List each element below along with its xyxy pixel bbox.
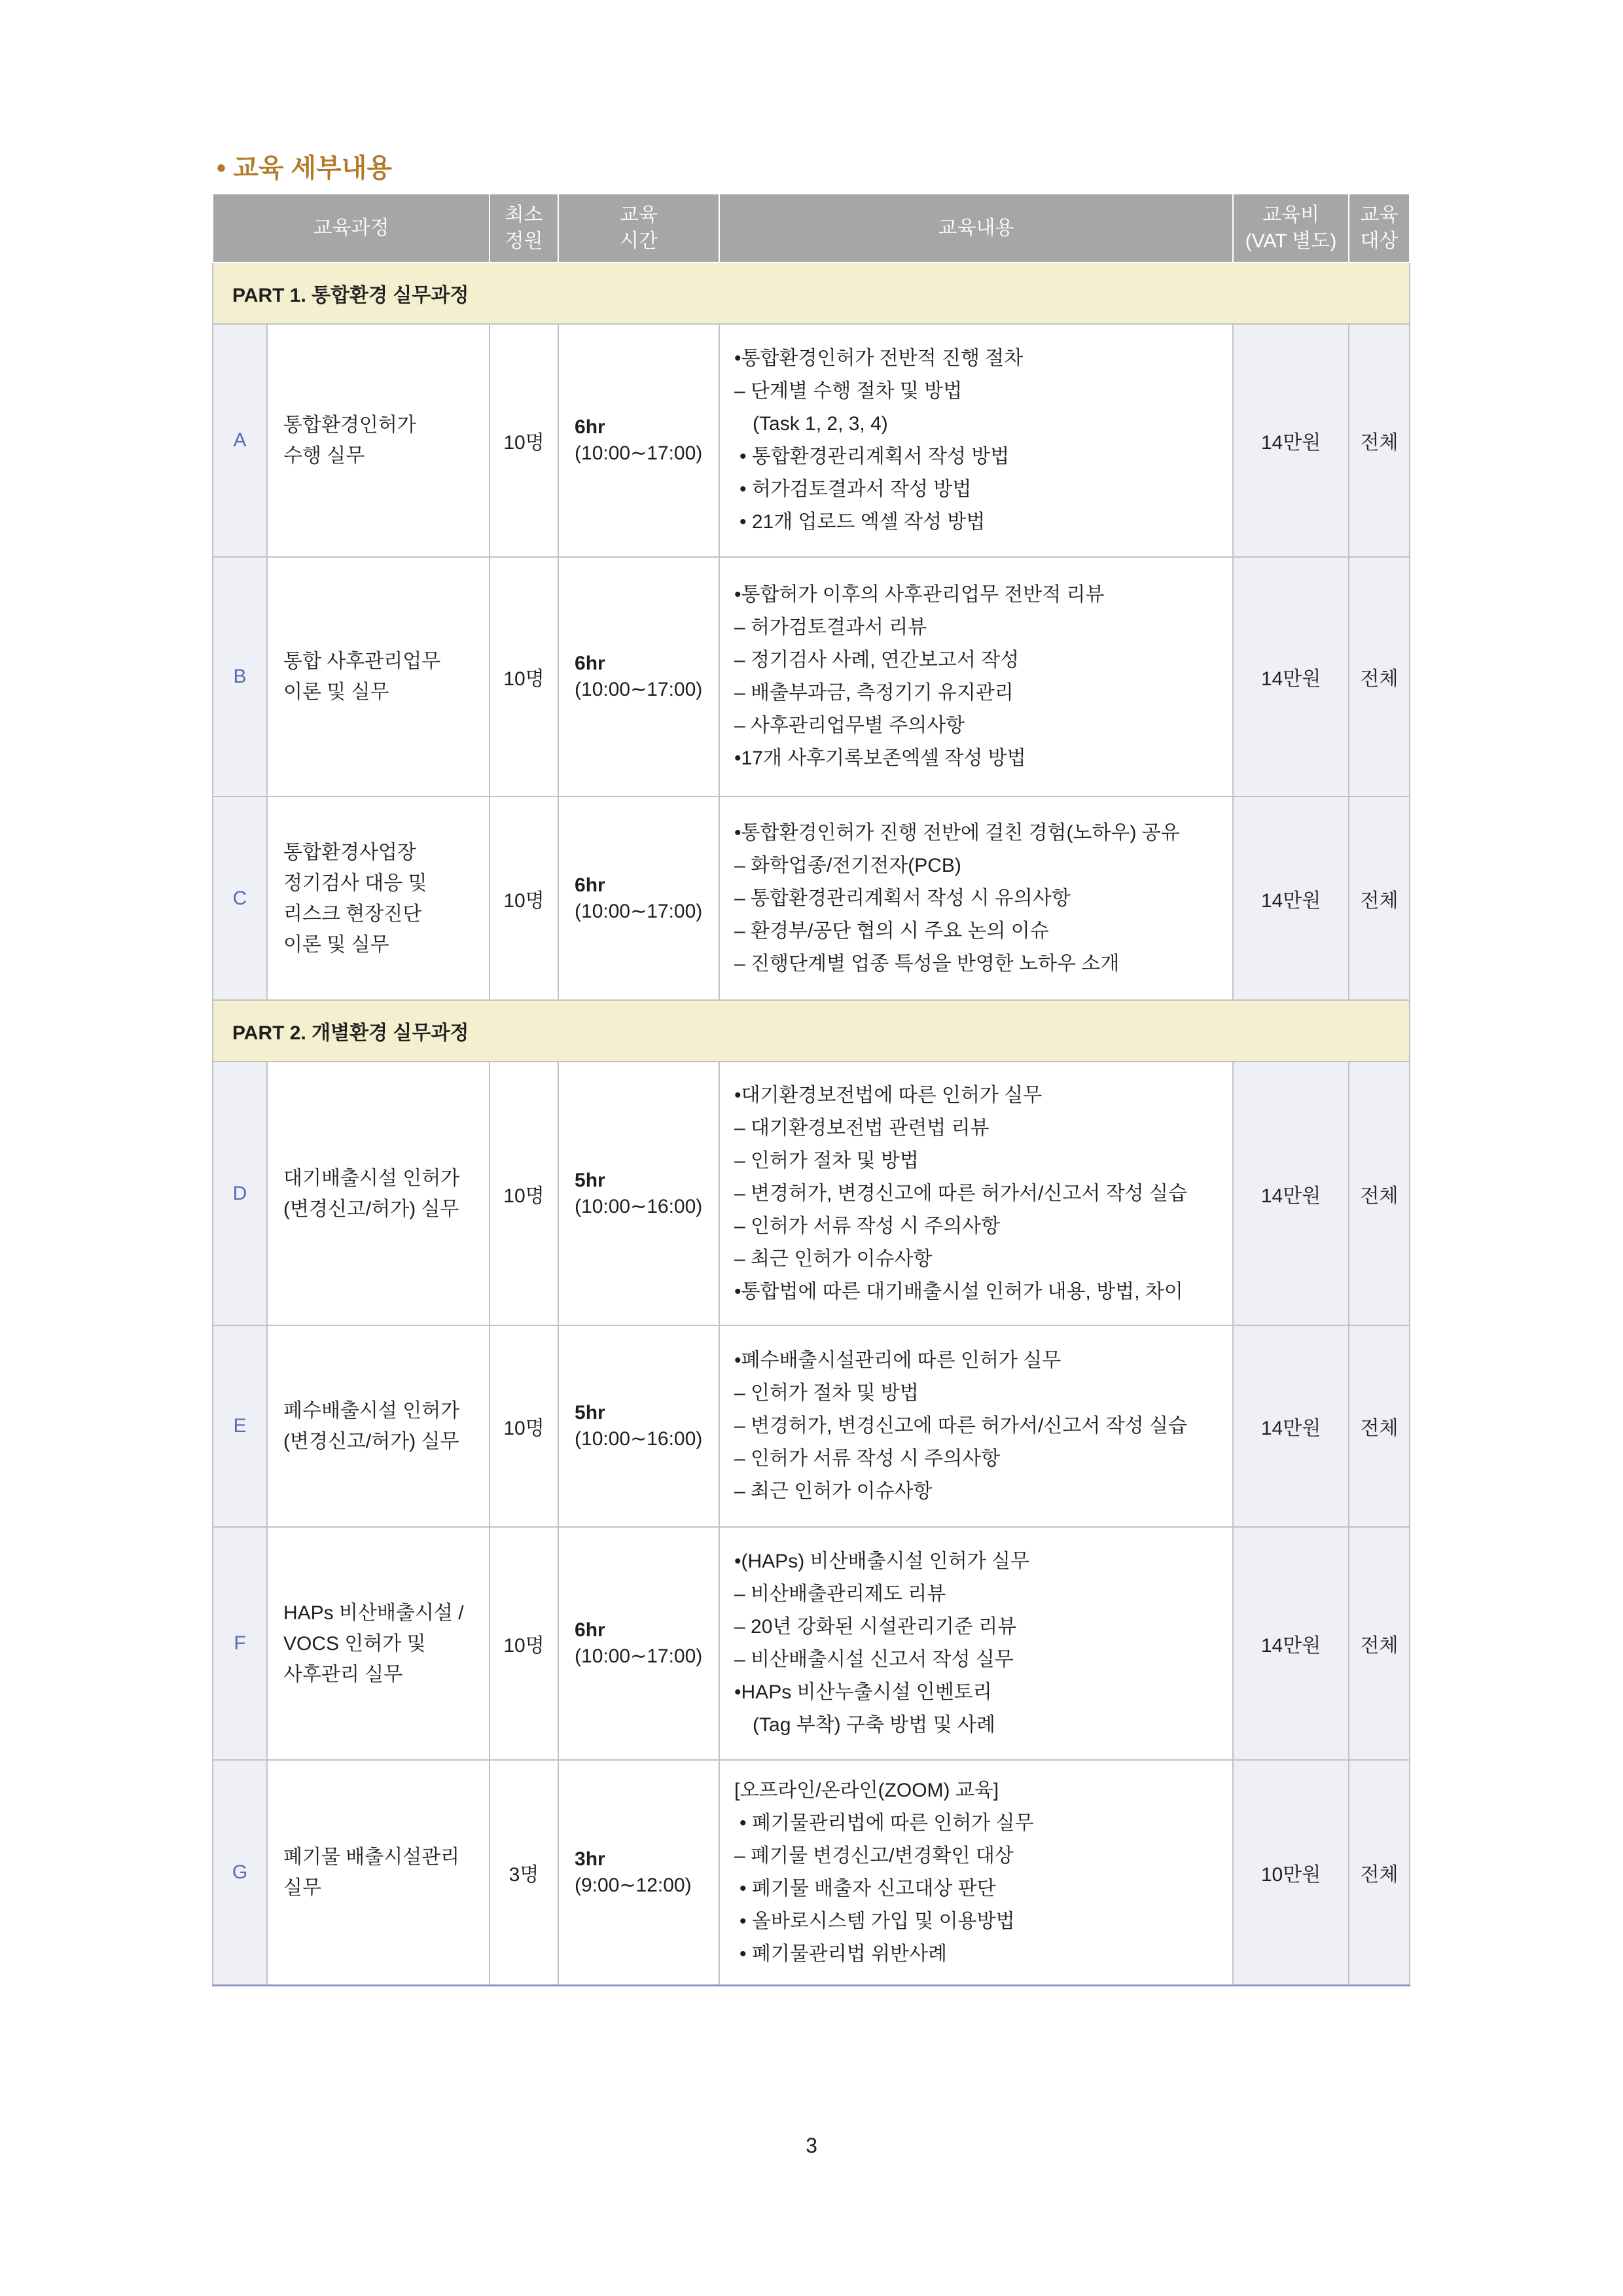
content-line: – 인허가 절차 및 방법 bbox=[734, 1149, 919, 1172]
course-fee: 14만원 bbox=[1233, 1062, 1349, 1325]
course-name-line: 통합 사후관리업무 bbox=[283, 651, 441, 672]
course-target: 전체 bbox=[1349, 557, 1410, 797]
course-content bbox=[719, 557, 1233, 797]
course-time-range: (10:00∼17:00) bbox=[575, 679, 703, 700]
content-line: (Task 1, 2, 3, 4) bbox=[753, 413, 888, 435]
course-name-line: 사후관리 실무 bbox=[283, 1663, 403, 1685]
course-target: 전체 bbox=[1349, 1325, 1410, 1527]
header-hours bbox=[558, 194, 719, 262]
content-line: – 배출부과금, 측정기기 유지관리 bbox=[734, 682, 1014, 704]
header-line: 교육 bbox=[620, 204, 658, 226]
course-time bbox=[558, 1527, 719, 1760]
content-line: (Tag 부착) 구축 방법 및 사례 bbox=[753, 1714, 995, 1736]
part-title: PART 1. 통합환경 실무과정 bbox=[213, 262, 1410, 324]
course-content bbox=[719, 1062, 1233, 1325]
header-line: 교육비 bbox=[1262, 204, 1319, 226]
header-course: 교육과정 bbox=[213, 194, 490, 262]
course-row bbox=[213, 1062, 1410, 1325]
course-name bbox=[267, 1062, 490, 1325]
content-line: – 사후관리업무별 주의사항 bbox=[734, 715, 965, 736]
course-time-range: (10:00∼17:00) bbox=[575, 442, 703, 464]
course-time-range: (10:00∼16:00) bbox=[575, 1195, 703, 1217]
content-line: – 최근 인허가 이슈사항 bbox=[734, 1247, 933, 1270]
content-line: •폐수배출시설관리에 따른 인허가 실무 bbox=[734, 1350, 1061, 1371]
course-fee: 14만원 bbox=[1233, 324, 1349, 557]
content-line: – 대기환경보전법 관련법 리뷰 bbox=[734, 1117, 990, 1139]
content-line: [오프라인/온라인(ZOOM) 교육] bbox=[734, 1779, 999, 1801]
course-time bbox=[558, 797, 719, 1000]
min-capacity: 10명 bbox=[490, 324, 558, 557]
course-target: 전체 bbox=[1349, 324, 1410, 557]
course-id: C bbox=[213, 797, 267, 1000]
course-name-line: 통합환경사업장 bbox=[283, 841, 416, 863]
header-content: 교육내용 bbox=[719, 194, 1233, 262]
page-number: 3 bbox=[806, 2134, 817, 2157]
course-name-line: 폐기물 배출시설관리 bbox=[283, 1846, 460, 1868]
course-duration: 6hr bbox=[575, 653, 605, 674]
content-line: – 20년 강화된 시설관리기준 리뷰 bbox=[734, 1616, 1017, 1638]
course-row bbox=[213, 1527, 1410, 1760]
course-content bbox=[719, 324, 1233, 557]
content-line: – 단계별 수행 절차 및 방법 bbox=[734, 380, 963, 402]
course-row bbox=[213, 797, 1410, 1000]
content-line: • 폐기물 배출자 신고대상 판단 bbox=[740, 1877, 996, 1899]
course-content bbox=[719, 1760, 1233, 1985]
content-line: – 폐기물 변경신고/변경확인 대상 bbox=[734, 1844, 1014, 1867]
course-time-range: (10:00∼16:00) bbox=[575, 1428, 703, 1450]
course-row bbox=[213, 1325, 1410, 1527]
content-line: – 정기검사 사례, 연간보고서 작성 bbox=[734, 649, 1020, 671]
course-id: D bbox=[213, 1062, 267, 1325]
course-name-line: (변경신고/허가) 실무 bbox=[283, 1431, 459, 1452]
content-line: – 진행단계별 업종 특성을 반영한 노하우 소개 bbox=[734, 952, 1120, 975]
course-fee: 14만원 bbox=[1233, 557, 1349, 797]
content-line: •통합허가 이후의 사후관리업무 전반적 리뷰 bbox=[734, 584, 1105, 605]
content-line: – 화학업종/전기전자(PCB) bbox=[734, 854, 961, 876]
course-time bbox=[558, 1325, 719, 1527]
part-row bbox=[213, 1000, 1410, 1062]
content-line: • 21개 업로드 엑셀 작성 방법 bbox=[740, 511, 986, 533]
course-duration: 6hr bbox=[575, 874, 605, 896]
content-line: – 환경부/공단 협의 시 주요 논의 이슈 bbox=[734, 920, 1049, 942]
header-fee bbox=[1233, 194, 1349, 262]
course-fee: 10만원 bbox=[1233, 1760, 1349, 1985]
content-line: •HAPs 비산누출시설 인벤토리 bbox=[734, 1681, 992, 1703]
content-line: • 올바로시스템 가입 및 이용방법 bbox=[740, 1910, 1015, 1932]
course-row bbox=[213, 1760, 1410, 1985]
course-row bbox=[213, 557, 1410, 797]
course-name-line: HAPs 비산배출시설 / bbox=[283, 1602, 464, 1624]
content-line: – 최근 인허가 이슈사항 bbox=[734, 1480, 933, 1502]
header-target bbox=[1349, 194, 1410, 262]
course-id: F bbox=[213, 1527, 267, 1760]
content-line: – 인허가 서류 작성 시 주의사항 bbox=[734, 1448, 1001, 1469]
content-line: – 비산배출시설 신고서 작성 실무 bbox=[734, 1649, 1014, 1670]
header-line: 대상 bbox=[1360, 230, 1399, 252]
course-id: E bbox=[213, 1325, 267, 1527]
course-name-line: VOCS 인허가 및 bbox=[283, 1632, 426, 1655]
min-capacity: 10명 bbox=[490, 1325, 558, 1527]
course-fee: 14만원 bbox=[1233, 797, 1349, 1000]
header-row bbox=[213, 194, 1410, 262]
course-duration: 5hr bbox=[575, 1169, 605, 1191]
content-line: •통합법에 따른 대기배출시설 인허가 내용, 방법, 차이 bbox=[734, 1280, 1183, 1302]
course-target: 전체 bbox=[1349, 1062, 1410, 1325]
header-min-capacity bbox=[490, 194, 558, 262]
course-content bbox=[719, 1325, 1233, 1527]
course-duration: 3hr bbox=[575, 1848, 605, 1870]
part-row bbox=[213, 262, 1410, 324]
content-line: •(HAPs) 비산배출시설 인허가 실무 bbox=[734, 1551, 1029, 1572]
course-name-line: 수행 실무 bbox=[283, 445, 365, 467]
content-line: – 인허가 절차 및 방법 bbox=[734, 1382, 919, 1404]
course-name-line: 이론 및 실무 bbox=[283, 933, 389, 956]
course-name-line: 통합환경인허가 bbox=[283, 414, 416, 436]
content-line: • 통합환경관리계획서 작성 방법 bbox=[740, 446, 1010, 467]
course-time-range: (10:00∼17:00) bbox=[575, 1645, 703, 1667]
min-capacity: 10명 bbox=[490, 1062, 558, 1325]
section-title: • 교육 세부내용 bbox=[217, 154, 393, 183]
course-id: G bbox=[213, 1760, 267, 1985]
course-content bbox=[719, 797, 1233, 1000]
course-time bbox=[558, 324, 719, 557]
min-capacity: 10명 bbox=[490, 1527, 558, 1760]
course-name-line: 대기배출시설 인허가 bbox=[283, 1167, 460, 1189]
course-target: 전체 bbox=[1349, 1760, 1410, 1985]
content-line: – 비산배출관리제도 리뷰 bbox=[734, 1583, 946, 1605]
course-content bbox=[719, 1527, 1233, 1760]
course-name-line: (변경신고/허가) 실무 bbox=[283, 1198, 459, 1220]
course-duration: 5hr bbox=[575, 1402, 605, 1424]
content-line: •대기환경보전법에 따른 인허가 실무 bbox=[734, 1084, 1043, 1106]
course-name bbox=[267, 797, 490, 1000]
content-line: • 허가검토결과서 작성 방법 bbox=[740, 478, 972, 500]
course-name-line: 리스크 현장진단 bbox=[283, 903, 422, 925]
course-duration: 6hr bbox=[575, 1619, 605, 1641]
header-line: (VAT 별도) bbox=[1245, 230, 1337, 252]
course-target: 전체 bbox=[1349, 1527, 1410, 1760]
course-time-range: (10:00∼17:00) bbox=[575, 900, 703, 922]
min-capacity: 3명 bbox=[490, 1760, 558, 1985]
header-line: 교육 bbox=[1360, 204, 1399, 226]
course-table-wrapper bbox=[212, 193, 1409, 1986]
course-duration: 6hr bbox=[575, 416, 605, 438]
course-time bbox=[558, 557, 719, 797]
content-line: • 폐기물관리법에 따른 인허가 실무 bbox=[740, 1812, 1034, 1834]
course-id: B bbox=[213, 557, 267, 797]
course-table bbox=[212, 193, 1410, 1986]
course-name bbox=[267, 1527, 490, 1760]
course-fee: 14만원 bbox=[1233, 1527, 1349, 1760]
content-line: •통합환경인허가 전반적 진행 절차 bbox=[734, 348, 1024, 369]
min-capacity: 10명 bbox=[490, 557, 558, 797]
course-time bbox=[558, 1062, 719, 1325]
header-line: 정원 bbox=[505, 230, 543, 252]
course-name bbox=[267, 324, 490, 557]
course-time bbox=[558, 1760, 719, 1985]
content-line: – 통합환경관리계획서 작성 시 유의사항 bbox=[734, 887, 1071, 909]
course-name bbox=[267, 1325, 490, 1527]
content-line: – 허가검토결과서 리뷰 bbox=[734, 617, 927, 638]
course-name bbox=[267, 557, 490, 797]
course-name-line: 폐수배출시설 인허가 bbox=[283, 1400, 460, 1422]
course-name-line: 실무 bbox=[283, 1876, 321, 1899]
course-name-line: 이론 및 실무 bbox=[283, 681, 389, 703]
course-target: 전체 bbox=[1349, 797, 1410, 1000]
content-line: – 변경허가, 변경신고에 따른 허가서/신고서 작성 실습 bbox=[734, 1415, 1187, 1437]
course-row bbox=[213, 324, 1410, 557]
content-line: •통합환경인허가 진행 전반에 걸친 경험(노하우) 공유 bbox=[734, 821, 1180, 844]
content-line: – 변경허가, 변경신고에 따른 허가서/신고서 작성 실습 bbox=[734, 1182, 1187, 1204]
course-id: A bbox=[213, 324, 267, 557]
content-line: • 폐기물관리법 위반사례 bbox=[740, 1943, 947, 1965]
content-line: •17개 사후기록보존엑셀 작성 방법 bbox=[734, 747, 1026, 769]
part-title: PART 2. 개별환경 실무과정 bbox=[213, 1000, 1410, 1062]
min-capacity: 10명 bbox=[490, 797, 558, 1000]
content-line: – 인허가 서류 작성 시 주의사항 bbox=[734, 1215, 1001, 1237]
course-time-range: (9:00∼12:00) bbox=[575, 1874, 692, 1896]
header-line: 최소 bbox=[505, 204, 543, 226]
course-fee: 14만원 bbox=[1233, 1325, 1349, 1527]
header-line: 시간 bbox=[620, 230, 658, 252]
course-name bbox=[267, 1760, 490, 1985]
course-name-line: 정기검사 대응 및 bbox=[283, 872, 427, 894]
